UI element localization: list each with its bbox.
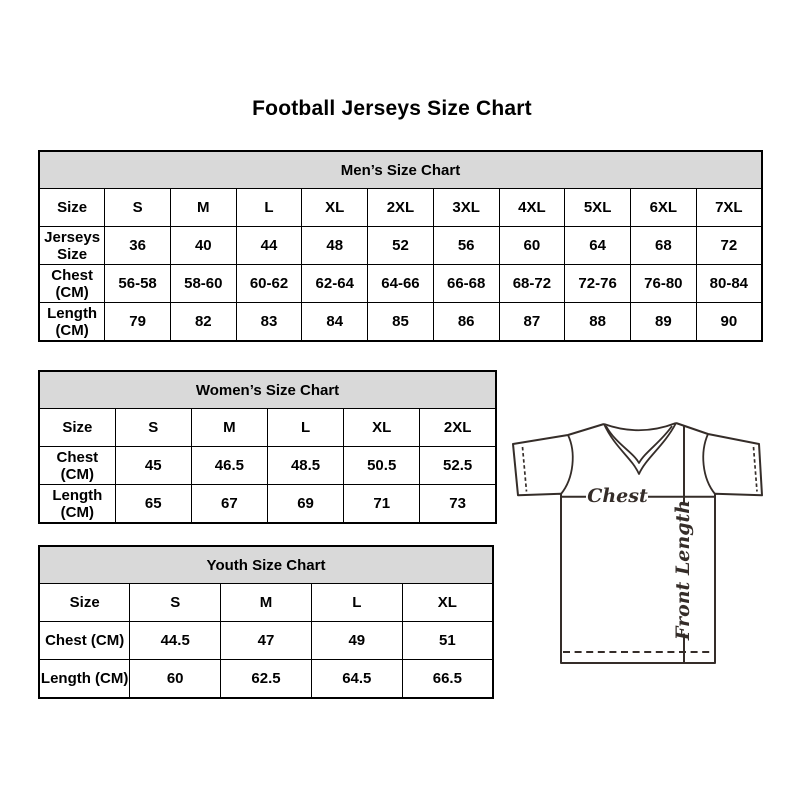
womens-size-table (38, 370, 497, 524)
front-length-measure-label: Front Length (672, 499, 694, 641)
table-row (39, 485, 496, 524)
size-value-cell: S (105, 189, 171, 227)
table-title-row (39, 546, 493, 584)
size-value-cell: 72-76 (565, 265, 631, 303)
size-value-cell: 64-66 (368, 265, 434, 303)
size-value-cell: 82 (170, 303, 236, 342)
row-label: Jerseys Size (39, 227, 105, 265)
size-value-cell: L (267, 409, 343, 447)
table-row (39, 227, 762, 265)
size-value-cell: 83 (236, 303, 302, 342)
size-value-cell: 66-68 (433, 265, 499, 303)
size-value-cell: L (311, 584, 402, 622)
size-value-cell: 60 (130, 660, 221, 699)
jersey-measurement-diagram (500, 400, 800, 700)
table-title-row (39, 371, 496, 409)
row-label: Size (39, 409, 115, 447)
size-value-cell: 69 (267, 485, 343, 524)
size-value-cell: 88 (565, 303, 631, 342)
size-value-cell: 48.5 (267, 447, 343, 485)
size-value-cell: 40 (170, 227, 236, 265)
size-value-cell: 6XL (630, 189, 696, 227)
size-value-cell: 52.5 (420, 447, 496, 485)
table-title: Youth Size Chart (39, 546, 493, 584)
page-title: Football Jerseys Size Chart (252, 97, 532, 120)
row-label: Chest (CM) (39, 447, 115, 485)
size-value-cell: 85 (368, 303, 434, 342)
size-value-cell: 47 (221, 622, 312, 660)
size-value-cell: 84 (302, 303, 368, 342)
size-value-cell: 3XL (433, 189, 499, 227)
youth-size-table (38, 545, 494, 699)
row-label: Size (39, 189, 105, 227)
table-row (39, 303, 762, 342)
row-label: Size (39, 584, 130, 622)
size-value-cell: 52 (368, 227, 434, 265)
size-value-cell: 86 (433, 303, 499, 342)
table-row (39, 447, 496, 485)
size-value-cell: M (191, 409, 267, 447)
table-row (39, 265, 762, 303)
size-value-cell: 89 (630, 303, 696, 342)
size-value-cell: 67 (191, 485, 267, 524)
size-value-cell: 68 (630, 227, 696, 265)
table-title: Women’s Size Chart (39, 371, 496, 409)
jersey-outline (513, 423, 762, 663)
size-value-cell: 64 (565, 227, 631, 265)
size-value-cell: 50.5 (344, 447, 420, 485)
size-value-cell: XL (402, 584, 493, 622)
size-value-cell: 2XL (368, 189, 434, 227)
size-value-cell: 36 (105, 227, 171, 265)
size-value-cell: 72 (696, 227, 762, 265)
row-label: Length (CM) (39, 660, 130, 699)
table-row (39, 189, 762, 227)
size-value-cell: 90 (696, 303, 762, 342)
size-value-cell: 80-84 (696, 265, 762, 303)
size-value-cell: S (115, 409, 191, 447)
table-row (39, 584, 493, 622)
size-value-cell: 44 (236, 227, 302, 265)
table-row (39, 622, 493, 660)
size-value-cell: 56 (433, 227, 499, 265)
chest-measure-label: Chest (587, 485, 648, 507)
size-value-cell: 7XL (696, 189, 762, 227)
row-label: Chest (CM) (39, 622, 130, 660)
size-value-cell: XL (302, 189, 368, 227)
size-value-cell: 73 (420, 485, 496, 524)
row-label: Length (CM) (39, 485, 115, 524)
size-value-cell: L (236, 189, 302, 227)
size-value-cell: 4XL (499, 189, 565, 227)
size-value-cell: 56-58 (105, 265, 171, 303)
size-value-cell: 2XL (420, 409, 496, 447)
size-value-cell: 45 (115, 447, 191, 485)
size-value-cell: XL (344, 409, 420, 447)
size-value-cell: 62.5 (221, 660, 312, 699)
row-label: Chest (CM) (39, 265, 105, 303)
size-value-cell: 62-64 (302, 265, 368, 303)
mens-size-table (38, 150, 763, 342)
size-value-cell: 64.5 (311, 660, 402, 699)
size-value-cell: 44.5 (130, 622, 221, 660)
size-value-cell: M (170, 189, 236, 227)
size-value-cell: 58-60 (170, 265, 236, 303)
size-value-cell: 60-62 (236, 265, 302, 303)
size-value-cell: M (221, 584, 312, 622)
row-label: Length (CM) (39, 303, 105, 342)
jersey-diagram-svg (500, 400, 800, 700)
table-title-row (39, 151, 762, 189)
size-value-cell: S (130, 584, 221, 622)
size-value-cell: 87 (499, 303, 565, 342)
size-value-cell: 5XL (565, 189, 631, 227)
size-value-cell: 66.5 (402, 660, 493, 699)
size-value-cell: 49 (311, 622, 402, 660)
size-value-cell: 48 (302, 227, 368, 265)
size-value-cell: 68-72 (499, 265, 565, 303)
table-row (39, 660, 493, 699)
size-value-cell: 76-80 (630, 265, 696, 303)
size-value-cell: 65 (115, 485, 191, 524)
size-value-cell: 79 (105, 303, 171, 342)
table-title: Men’s Size Chart (39, 151, 762, 189)
table-row (39, 409, 496, 447)
size-value-cell: 51 (402, 622, 493, 660)
size-value-cell: 71 (344, 485, 420, 524)
size-value-cell: 46.5 (191, 447, 267, 485)
size-value-cell: 60 (499, 227, 565, 265)
